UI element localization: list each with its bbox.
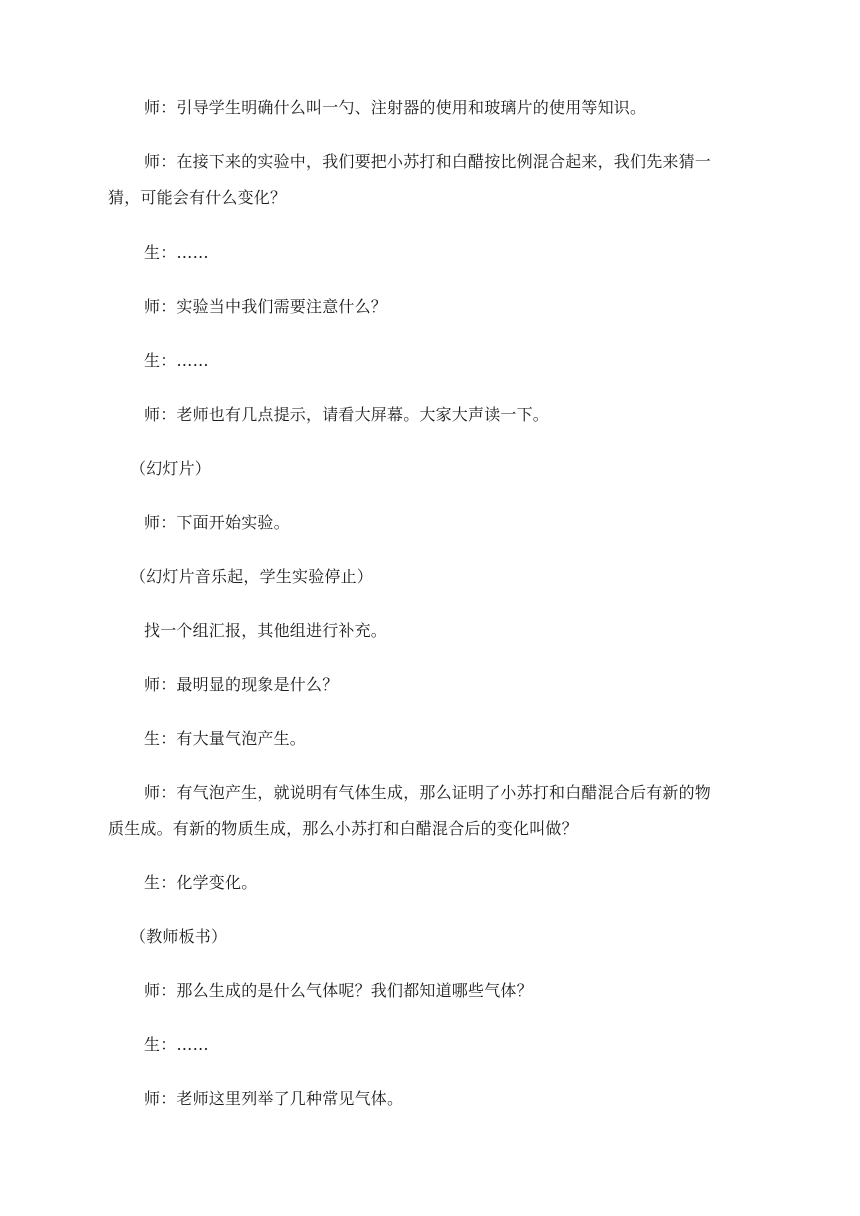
text-line: 师：有气泡产生，就说明有气体生成，那么证明了小苏打和白醋混合后有新的物 — [144, 783, 712, 802]
text-line: 生：…… — [144, 1035, 209, 1054]
text-line: 猜，可能会有什么变化？ — [108, 188, 287, 207]
text-line: 师：实验当中我们需要注意什么？ — [144, 297, 388, 316]
text-line: 生：…… — [144, 243, 209, 262]
text-line: 质生成。有新的物质生成，那么小苏打和白醋混合后的变化叫做？ — [108, 819, 578, 838]
text-line: 师：那么生成的是什么气体呢？我们都知道哪些气体？ — [144, 981, 533, 1000]
text-line: 生：…… — [144, 351, 209, 370]
text-line: 师：引导学生明确什么叫一勺、注射器的使用和玻璃片的使用等知识。 — [144, 98, 647, 117]
text-line: 师：在接下来的实验中，我们要把小苏打和白醋按比例混合起来，我们先来猜一 — [144, 152, 712, 171]
text-line: （幻灯片） — [130, 459, 212, 478]
text-line: （教师板书） — [130, 927, 228, 946]
text-line: 找一个组汇报，其他组进行补充。 — [144, 621, 388, 640]
text-line: 师：老师这里列举了几种常见气体。 — [144, 1089, 404, 1108]
text-line: 生：化学变化。 — [144, 873, 258, 892]
text-line: 生：有大量气泡产生。 — [144, 729, 307, 748]
text-line: 师：下面开始实验。 — [144, 513, 290, 532]
text-line: 师：最明显的现象是什么？ — [144, 675, 339, 694]
text-line: 师：老师也有几点提示，请看大屏幕。大家大声读一下。 — [144, 405, 550, 424]
text-line: （幻灯片音乐起，学生实验停止） — [130, 567, 374, 586]
